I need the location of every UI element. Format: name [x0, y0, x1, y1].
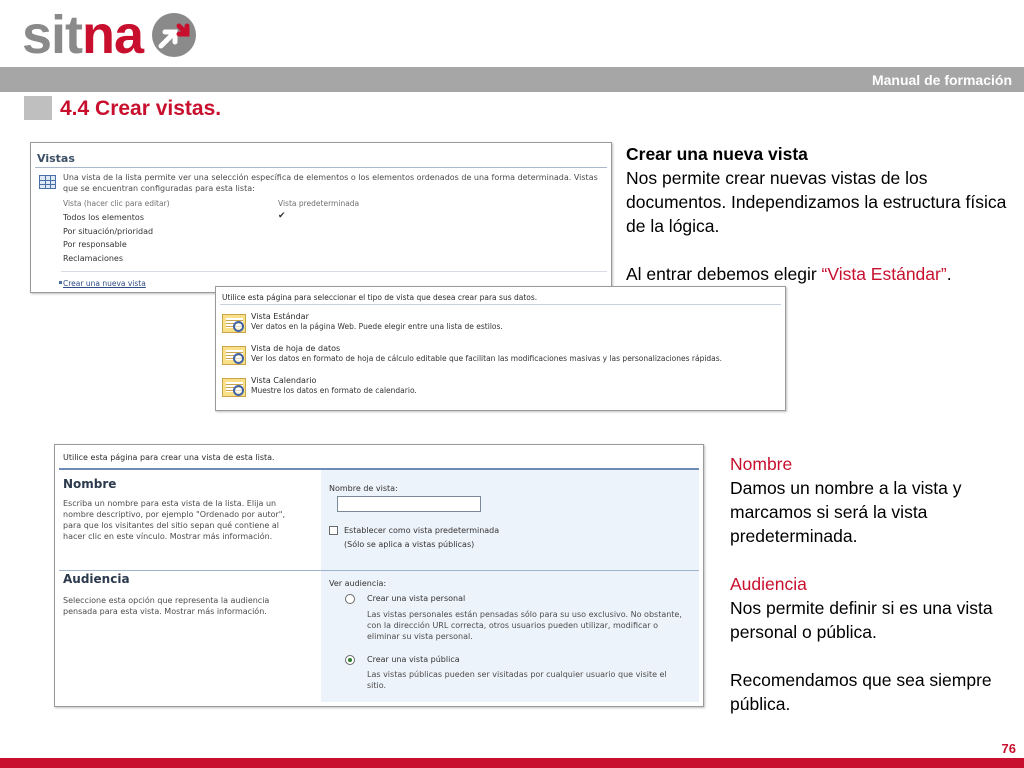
divider — [59, 570, 699, 571]
recommendation: Recomendamos que sea siempre pública. — [730, 670, 992, 714]
personal-view-radio[interactable] — [345, 594, 355, 604]
divider — [61, 271, 607, 272]
vistas-heading: Vistas — [37, 152, 75, 165]
audience-section-heading: Audiencia — [63, 572, 130, 586]
vistas-description: Una vista de la lista permite ver una selección específica de elementos o los elementos ordenados de una forma determinada. Vistas que se encuentran configuradas para esta lista: — [63, 173, 598, 193]
list-grid-icon — [39, 175, 56, 189]
vistas-panel — [30, 142, 612, 293]
explanation-create-view — [626, 142, 1016, 286]
view-link[interactable]: Reclamaciones — [63, 253, 124, 263]
personal-view-description: Las vistas personales están pensadas sólo para su uso exclusivo. No obstante, con la dirección URL correcta, otros usuarios pueden utilizar, modificar o eliminar su vista personal. — [367, 610, 682, 641]
default-view-checkbox-label: Establecer como vista predeterminada — [344, 526, 500, 535]
spacer — [730, 644, 1020, 668]
footer-bar — [0, 758, 1024, 768]
audiencia-heading: Audiencia — [730, 574, 807, 594]
spacer — [626, 238, 1016, 262]
logo-sit: sit — [22, 5, 83, 65]
nombre-heading: Nombre — [730, 454, 793, 474]
audience-section-description: Seleccione esta opción que representa la audiencia pensada para esta vista. Mostrar más información. — [63, 596, 270, 616]
option-title[interactable]: Vista Estándar — [251, 312, 309, 321]
views-list — [63, 211, 153, 265]
explanation-heading: Crear una nueva vista — [626, 144, 808, 164]
view-link[interactable]: Por responsable — [63, 240, 127, 249]
option-description: Ver los datos en formato de hoja de cálculo editable que facilitan las modificaciones masivas y las personalizaciones rápidas. — [251, 354, 723, 363]
view-link[interactable]: Todos los elementos — [63, 213, 144, 222]
sitna-logo — [22, 5, 197, 65]
option-standard-view[interactable] — [222, 312, 782, 340]
title-marker — [24, 96, 52, 120]
public-view-label[interactable]: Crear una vista pública — [367, 655, 460, 664]
public-view-radio[interactable] — [345, 655, 355, 665]
option-title[interactable]: Vista de hoja de datos — [251, 344, 341, 353]
divider — [35, 167, 607, 168]
view-link[interactable]: Por situación/prioridad — [63, 226, 154, 236]
name-section-heading: Nombre — [63, 477, 117, 491]
create-view-link[interactable]: Crear una nueva vista — [63, 279, 146, 288]
manual-label: Manual de formación — [871, 72, 1012, 88]
calendar-view-icon — [222, 378, 246, 397]
audiencia-body: Nos permite definir si es una vista personal o pública. — [730, 598, 993, 642]
divider — [220, 304, 781, 305]
default-view-checkbox[interactable] — [329, 526, 338, 535]
column-header-default: Vista predeterminada — [278, 199, 360, 208]
logo-na: na — [82, 5, 144, 65]
option-datasheet-view[interactable] — [222, 344, 782, 372]
logo-wordmark — [22, 5, 144, 65]
name-field-label: Nombre de vista: — [329, 484, 398, 493]
instruction-quote: “Vista Estándar” — [821, 264, 947, 284]
option-calendar-view[interactable] — [222, 376, 782, 404]
option-title[interactable]: Vista Calendario — [251, 376, 317, 385]
name-section-description: Escriba un nombre para esta vista de la lista. Elija un nombre descriptivo, por ejemplo "Ordenado por autor", para que los visitantes del sitio sepan qué contiene al hacer clic en este vínculo. Mostrar más información. — [63, 499, 285, 541]
column-header-view: Vista (hacer clic para editar) — [63, 199, 170, 208]
public-view-description: Las vistas públicas pueden ser visitadas por cualquier usuario que visite el sitio. — [367, 670, 667, 690]
nombre-body: Damos un nombre a la vista y marcamos si será la vista predeterminada. — [730, 478, 962, 546]
option-description: Ver datos en la página Web. Puede elegir entre una lista de estilos. — [251, 322, 503, 331]
header-bar — [0, 67, 1024, 92]
view-type-intro: Utilice esta página para seleccionar el tipo de vista que desea crear para sus datos. — [222, 293, 538, 302]
datasheet-view-icon — [222, 346, 246, 365]
explanation-instruction — [626, 262, 1016, 286]
page-number: 76 — [1001, 741, 1016, 756]
view-type-panel — [215, 286, 786, 411]
instruction-suffix: . — [946, 264, 952, 284]
explanation-form — [730, 452, 1020, 716]
spacer — [730, 548, 1020, 572]
default-view-note: (Sólo se aplica a vistas públicas) — [344, 540, 475, 549]
page-title: 4.4 Crear vistas. — [60, 97, 222, 120]
logo-arrows-icon — [151, 12, 197, 58]
bullet-icon — [59, 281, 62, 284]
explanation-body: Nos permite crear nuevas vistas de los documentos. Independizamos la estructura física de la lógica. — [626, 168, 1007, 236]
create-view-panel — [54, 444, 704, 707]
audience-label: Ver audiencia: — [329, 579, 387, 588]
standard-view-icon — [222, 314, 246, 333]
personal-view-label[interactable]: Crear una vista personal — [367, 594, 466, 603]
default-check-icon: ✔ — [278, 211, 286, 221]
instruction-prefix: Al entrar debemos elegir — [626, 264, 822, 284]
view-name-input[interactable] — [337, 496, 481, 512]
create-view-intro: Utilice esta página para crear una vista de esta lista. — [63, 453, 275, 462]
option-description: Muestre los datos en formato de calendario. — [251, 386, 417, 395]
